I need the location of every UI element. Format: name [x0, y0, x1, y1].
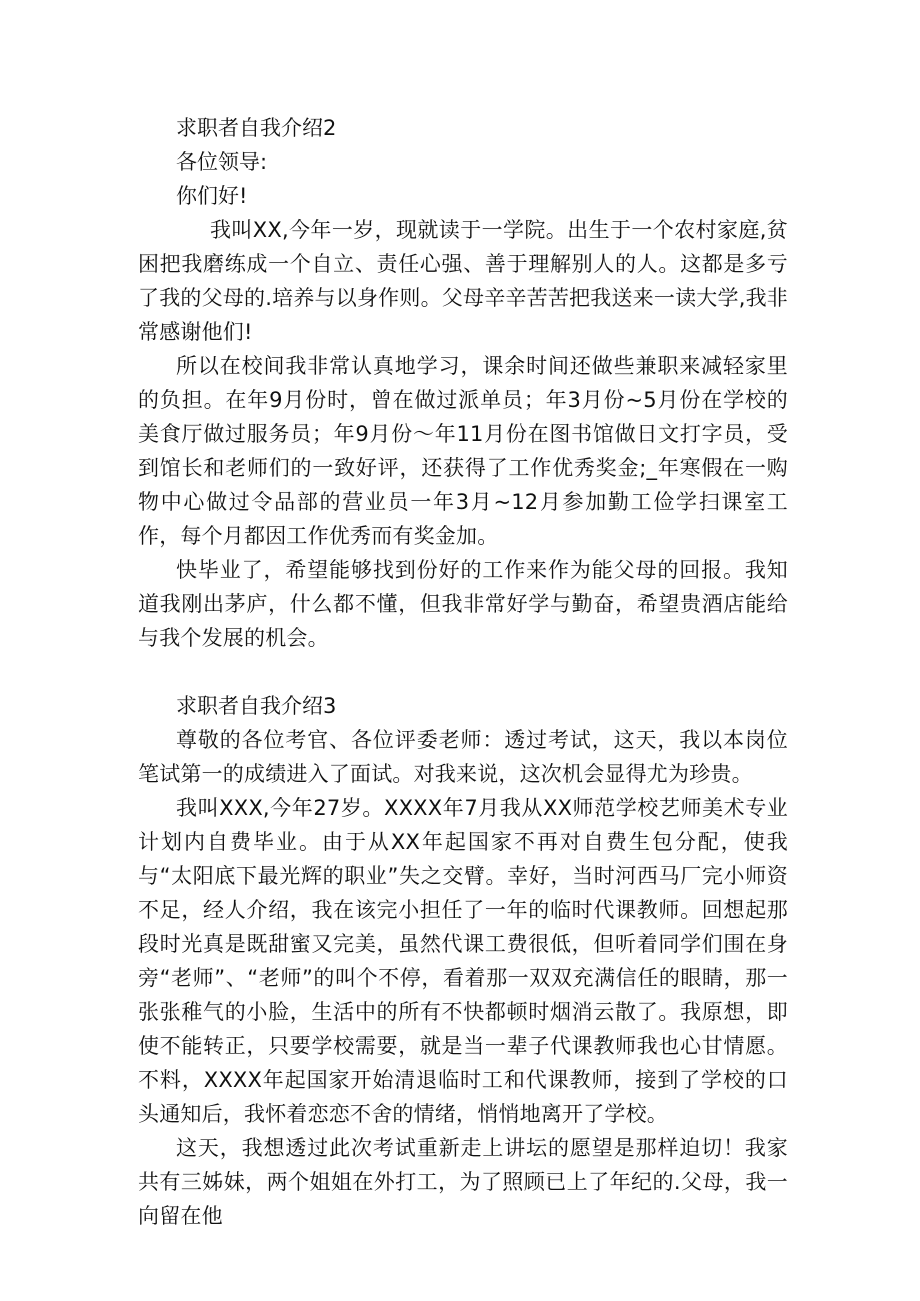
document-body — [138, 111, 788, 1233]
salutation: 各位领导: — [176, 150, 268, 174]
greeting: 你们好! — [176, 184, 248, 208]
paragraph: 这天，我想透过此次考试重新走上讲坛的愿望是那样迫切！我家共有三姊妹，两个姐姐在外打工，为了照顾已上了年纪的.父母，我一向留在他 — [138, 1136, 788, 1228]
paragraph: 快毕业了，希望能够找到份好的工作来作为能父母的回报。我知道我刚出茅庐，什么都不懂，但我非常好学与勤奋，希望贵酒店能给与我个发展的机会。 — [138, 558, 788, 650]
paragraph: 尊敬的各位考官、各位评委老师：透过考试，这天，我以本岗位笔试第一的成绩进入了面试。对我来说，这次机会显得尤为珍贵。 — [138, 728, 788, 786]
section-spacer — [138, 655, 788, 689]
paragraph: 我叫XX,今年一岁，现就读于一学院。出生于一个农村家庭,贫困把我磨练成一个自立、责任心强、善于理解别人的人。这都是多亏了我的父母的.培养与以身作则。父母辛辛苦苦把我送来一读大学,我非常感谢他们! — [138, 218, 788, 344]
paragraph: 所以在校间我非常认真地学习，课余时间还做些兼职来减轻家里的负担。在年9月份时，曾在做过派单员；年3月份~5月份在学校的美食厅做过服务员；年9月份～年11月份在图书馆做日文打字员，受到馆长和老师们的一致好评，还获得了工作优秀奖金;_年寒假在一购物中心做过令品部的营业员一年3月~12月参加勤工俭学扫课室工作，每个月都因工作优秀而有奖金加。 — [138, 354, 788, 548]
paragraph: 我叫XXX,今年27岁。XXXX年7月我从XX师范学校艺师美术专业计划内自费毕业。由于从XX年起国家不再对自费生包分配，使我与“太阳底下最光辉的职业”失之交臂。幸好，当时河西马厂完小师资不足，经人介绍，我在该完小担任了一年的临时代课教师。回想起那段时光真是既甜蜜又完美，虽然代课工费很低，但听着同学们围在身旁“老师”、“老师”的叫个不停，看着那一双双充满信任的眼睛，那一张张稚气的小脸，生活中的所有不快都顿时烟消云散了。我原想，即使不能转正，只要学校需要，就是当一辈子代课教师我也心甘情愿。不料，XXXX年起国家开始清退临时工和代课教师，接到了学校的口头通知后，我怀着恋恋不舍的情绪，悄悄地离开了学校。 — [138, 796, 788, 1126]
section-title: 求职者自我介绍3 — [176, 694, 337, 718]
section-title: 求职者自我介绍2 — [176, 116, 337, 140]
